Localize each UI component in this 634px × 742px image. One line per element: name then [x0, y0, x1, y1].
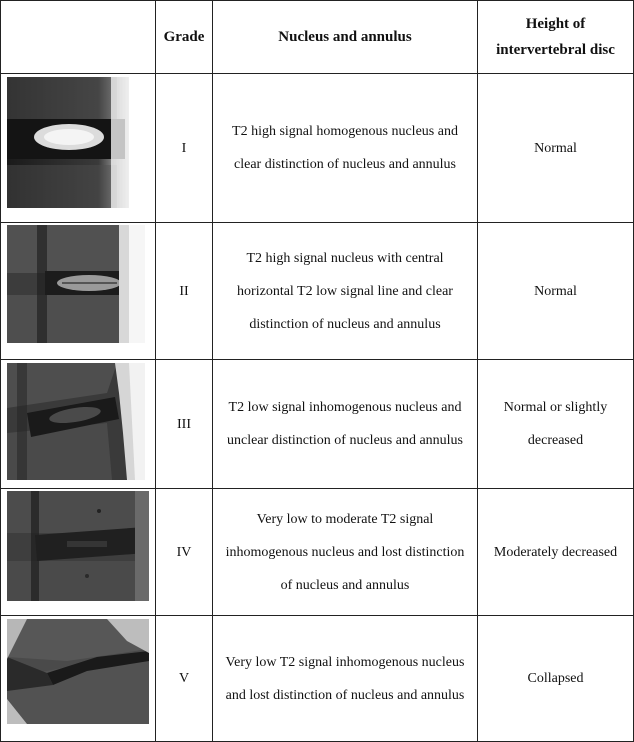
height-header-line-2: intervertebral disc [496, 42, 615, 58]
height-cell: Normal [478, 223, 634, 360]
nucleus-line: of nucleus and annulus [280, 577, 410, 593]
nucleus-line: and lost distinction of nucleus and annulus [225, 687, 465, 703]
nucleus-cell [213, 616, 478, 742]
table-row [1, 360, 634, 489]
grade-cell: V [156, 616, 213, 742]
mri-image-cell [1, 616, 156, 742]
nucleus-cell [213, 489, 478, 616]
nucleus-cell [213, 74, 478, 223]
nucleus-column-header: Nucleus and annulus [213, 1, 478, 74]
mri-disc-grade-3-icon [7, 363, 145, 480]
mri-image-cell [1, 489, 156, 616]
image-column-header [1, 1, 156, 74]
table-row [1, 74, 634, 223]
grade-cell: IV [156, 489, 213, 616]
nucleus-cell [213, 360, 478, 489]
nucleus-cell [213, 223, 478, 360]
nucleus-line: horizontal T2 low signal line and clear [237, 283, 453, 299]
grade-cell: II [156, 223, 213, 360]
nucleus-line: Very low to moderate T2 signal [256, 511, 434, 527]
table-row [1, 223, 634, 360]
nucleus-line: Very low T2 signal inhomogenous nucleus [225, 654, 465, 670]
header-row [1, 1, 634, 74]
height-line: decreased [527, 433, 584, 448]
mri-image-cell [1, 360, 156, 489]
nucleus-line: T2 high signal nucleus with central [246, 250, 444, 266]
mri-image-cell [1, 74, 156, 223]
table-row [1, 489, 634, 616]
grade-cell: I [156, 74, 213, 223]
nucleus-line: distinction of nucleus and annulus [249, 316, 441, 332]
height-line: Normal or slightly [503, 400, 608, 415]
mri-disc-grade-2-icon [7, 225, 145, 343]
height-header-line-1: Height of [525, 16, 586, 32]
nucleus-line: inhomogenous nucleus and lost distinction [225, 544, 465, 560]
mri-disc-grade-1-icon [7, 77, 129, 208]
nucleus-line: T2 low signal inhomogenous nucleus and [228, 400, 462, 415]
mri-image-cell [1, 223, 156, 360]
height-cell: Collapsed [478, 616, 634, 742]
mri-disc-grade-5-icon [7, 619, 149, 724]
grade-cell: III [156, 360, 213, 489]
nucleus-line: T2 high signal homogenous nucleus and [232, 124, 458, 139]
height-column-header [478, 1, 634, 74]
height-cell [478, 360, 634, 489]
height-cell: Normal [478, 74, 634, 223]
grade-column-header: Grade [156, 1, 213, 74]
height-cell: Moderately decreased [478, 489, 634, 616]
nucleus-line: clear distinction of nucleus and annulus [234, 157, 456, 172]
nucleus-line: unclear distinction of nucleus and annulus [227, 433, 463, 448]
table-row [1, 616, 634, 742]
mri-disc-grade-4-icon [7, 491, 149, 601]
